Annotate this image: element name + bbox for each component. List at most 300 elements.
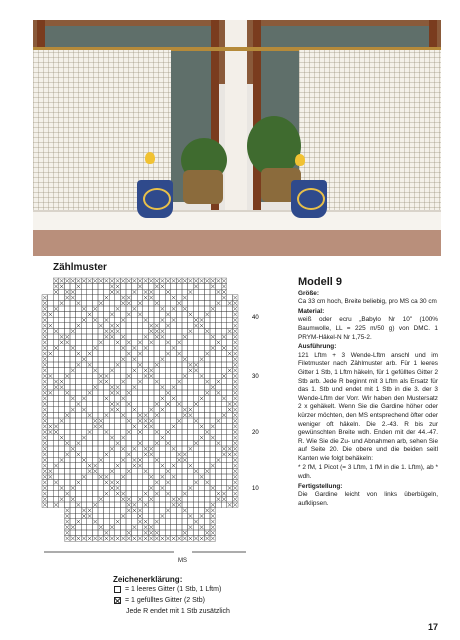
filled-cell-mark: [211, 537, 215, 541]
chart-cell: [70, 384, 76, 390]
chart-cell: [216, 312, 222, 318]
chart-cell: [64, 418, 70, 424]
chart-cell: [87, 328, 93, 334]
chart-cell: [182, 340, 188, 346]
chart-cell: [210, 312, 216, 318]
filled-cell-mark: [217, 419, 221, 423]
chart-cell: [204, 356, 210, 362]
chart-cell: [59, 468, 65, 474]
filled-cell-mark: [144, 374, 148, 378]
chart-cell: [87, 407, 93, 413]
chart-cell: [81, 496, 87, 502]
chart-cell: [53, 317, 59, 323]
chart-cell: [160, 379, 166, 385]
filled-cell-mark: [82, 458, 86, 462]
chart-cell: [98, 468, 104, 474]
filled-cell-mark: [172, 425, 176, 429]
filled-cell-mark: [177, 458, 181, 462]
chart-cell: [64, 463, 70, 469]
chart-cell: [126, 356, 132, 362]
chart-cell: [176, 435, 182, 441]
chart-cell: [64, 317, 70, 323]
filled-cell-mark: [127, 296, 131, 300]
filled-cell-mark: [161, 537, 165, 541]
filled-cell-mark: [233, 397, 237, 401]
filled-cell-mark: [155, 363, 159, 367]
filled-cell-mark: [49, 469, 53, 473]
chart-cell: [182, 328, 188, 334]
filled-cell-mark: [99, 537, 103, 541]
filled-cell-mark: [82, 357, 86, 361]
chart-cell: [188, 306, 194, 312]
filled-cell-mark: [71, 486, 75, 490]
chart-cell: [154, 468, 160, 474]
filled-cell-mark: [138, 497, 142, 501]
chart-cell: [64, 396, 70, 402]
chart-cell: [176, 446, 182, 452]
chart-cell: [109, 373, 115, 379]
filled-cell-mark: [205, 391, 209, 395]
chart-cell: [188, 418, 194, 424]
filled-cell-mark: [43, 385, 47, 389]
chart-cell: [204, 345, 210, 351]
filled-cell-mark: [138, 520, 142, 524]
filled-cell-mark: [217, 290, 221, 294]
chart-cell: [109, 491, 115, 497]
filled-cell-mark: [43, 458, 47, 462]
filled-cell-mark: [161, 335, 165, 339]
filled-cell-mark: [138, 537, 142, 541]
filled-cell-mark: [161, 408, 165, 412]
filled-cell-mark: [43, 363, 47, 367]
chart-cell: [176, 328, 182, 334]
chart-cell: [160, 340, 166, 346]
filled-cell-mark: [133, 385, 137, 389]
chart-cell: [221, 468, 227, 474]
chart-cell: [204, 384, 210, 390]
chart-cell: [59, 328, 65, 334]
chart-cell: [182, 284, 188, 290]
filled-cell-mark: [121, 380, 125, 384]
chart-cell: [48, 384, 54, 390]
chart-cell: [115, 435, 121, 441]
filled-cell-mark: [211, 464, 215, 468]
chart-cell: [59, 502, 65, 508]
chart-cell: [48, 368, 54, 374]
chart-cell: [70, 530, 76, 536]
chart-cell: [53, 300, 59, 306]
filled-cell-mark: [233, 447, 237, 451]
chart-cell: [182, 345, 188, 351]
chart-cell: [193, 496, 199, 502]
filled-cell-mark: [71, 290, 75, 294]
chart-cell: [48, 440, 54, 446]
filled-cell-mark: [161, 329, 165, 333]
filled-cell-mark: [110, 537, 114, 541]
chart-cell: [210, 379, 216, 385]
chart-cell: [160, 345, 166, 351]
chart-cell: [210, 295, 216, 301]
chart-cell: [137, 295, 143, 301]
filled-cell-mark: [116, 363, 120, 367]
filled-cell-mark: [222, 290, 226, 294]
chart-cell: [199, 401, 205, 407]
filled-cell-mark: [127, 341, 131, 345]
filled-cell-mark: [205, 329, 209, 333]
filled-cell-mark: [144, 520, 148, 524]
chart-cell: [216, 306, 222, 312]
filled-cell-mark: [133, 290, 137, 294]
chart-cell: [59, 362, 65, 368]
chart-cell: [104, 351, 110, 357]
chart-cell: [120, 384, 126, 390]
filled-cell-mark: [93, 318, 97, 322]
chart-cell: [227, 323, 233, 329]
filled-cell-mark: [200, 537, 204, 541]
chart-cell: [165, 345, 171, 351]
chart-cell: [160, 508, 166, 514]
chart-cell: [87, 284, 93, 290]
chart-cell: [171, 435, 177, 441]
chart-cell: [64, 300, 70, 306]
filled-cell-mark: [233, 352, 237, 356]
chart-cell: [81, 468, 87, 474]
chart-cell: [109, 474, 115, 480]
chart-cell: [143, 306, 149, 312]
chart-cell: [199, 362, 205, 368]
chart-cell: [53, 457, 59, 463]
filled-cell-mark: [133, 447, 137, 451]
chart-cell: [199, 446, 205, 452]
filled-cell-mark: [77, 301, 81, 305]
chart-cell: [104, 323, 110, 329]
filled-cell-mark: [172, 464, 176, 468]
filled-cell-mark: [228, 301, 232, 305]
chart-cell: [216, 368, 222, 374]
chart-cell: [210, 491, 216, 497]
filled-cell-mark: [149, 374, 153, 378]
chart-cell: [76, 429, 82, 435]
chart-cell: [76, 524, 82, 530]
chart-cell: [154, 295, 160, 301]
chart-cell: [109, 418, 115, 424]
chart-cell: [81, 340, 87, 346]
filled-cell-mark: [71, 537, 75, 541]
filled-cell-mark: [43, 486, 47, 490]
chart-cell: [204, 340, 210, 346]
filled-cell-mark: [183, 492, 187, 496]
chart-cell: [227, 295, 233, 301]
chart-cell: [132, 312, 138, 318]
filled-cell-mark: [222, 285, 226, 289]
filled-cell-mark: [161, 279, 165, 283]
chart-cell: [53, 412, 59, 418]
chart-cell: [227, 340, 233, 346]
filled-cell-mark: [99, 380, 103, 384]
chart-cell: [143, 496, 149, 502]
chart-row-markers: [252, 315, 259, 492]
filled-cell-mark: [116, 408, 120, 412]
chart-cell: [160, 496, 166, 502]
chart-cell: [70, 418, 76, 424]
chart-cell: [98, 317, 104, 323]
filled-cell-mark: [166, 492, 170, 496]
filled-cell-mark: [65, 531, 69, 535]
chart-cell: [120, 502, 126, 508]
chart-cell: [221, 429, 227, 435]
chart-cell: [81, 295, 87, 301]
daffodil-right: [295, 154, 305, 166]
filled-cell-mark: [82, 509, 86, 513]
chart-cell: [188, 345, 194, 351]
filled-cell-mark: [121, 301, 125, 305]
filled-cell-mark: [116, 520, 120, 524]
filled-cell-mark: [233, 497, 237, 501]
chart-cell: [92, 485, 98, 491]
chart-cell: [193, 312, 199, 318]
chart-cell: [188, 356, 194, 362]
chart-cell: [199, 463, 205, 469]
chart-cell: [132, 362, 138, 368]
chart-cell: [227, 306, 233, 312]
chart-cell: [210, 401, 216, 407]
filled-cell-mark: [161, 285, 165, 289]
chart-cell: [176, 289, 182, 295]
filled-cell-mark: [116, 307, 120, 311]
chart-cell: [176, 362, 182, 368]
filled-cell-mark: [233, 453, 237, 457]
chart-cell: [132, 373, 138, 379]
filled-cell-mark: [88, 469, 92, 473]
legend-note: Jede R endet mit 1 Stb zusätzlich: [126, 608, 230, 615]
chart-cell: [132, 474, 138, 480]
filled-cell-mark: [189, 486, 193, 490]
filled-cell-mark: [127, 497, 131, 501]
chart-cell: [176, 323, 182, 329]
filled-cell-mark: [211, 279, 215, 283]
chart-cell: [70, 440, 76, 446]
chart-cell: [64, 407, 70, 413]
chart-cell: [148, 384, 154, 390]
filled-cell-mark: [172, 537, 176, 541]
chart-cell: [193, 508, 199, 514]
model-title: Modell 9: [298, 276, 343, 288]
chart-cell: [137, 468, 143, 474]
filled-cell-mark: [105, 380, 109, 384]
chart-cell: [221, 435, 227, 441]
chart-cell: [87, 289, 93, 295]
chart-cell: [59, 429, 65, 435]
filled-cell-mark: [166, 391, 170, 395]
filled-cell-mark: [183, 408, 187, 412]
filled-cell-mark: [105, 453, 109, 457]
chart-cell: [132, 491, 138, 497]
chart-cell: [115, 502, 121, 508]
chart-cell: [126, 362, 132, 368]
chart-cell: [59, 491, 65, 497]
chart-cell: [92, 480, 98, 486]
chart-cell: [104, 345, 110, 351]
chart-cell: [126, 384, 132, 390]
filled-cell-mark: [71, 279, 75, 283]
filled-cell-mark: [60, 341, 64, 345]
chart-cell: [210, 351, 216, 357]
filled-cell-mark: [60, 458, 64, 462]
chart-cell: [126, 457, 132, 463]
chart-cell: [165, 463, 171, 469]
chart-cell: [193, 295, 199, 301]
filled-cell-mark: [71, 408, 75, 412]
filled-cell-mark: [105, 374, 109, 378]
chart-cell: [137, 491, 143, 497]
chart-cell: [48, 485, 54, 491]
filled-cell-mark: [149, 296, 153, 300]
filled-cell-mark: [161, 514, 165, 518]
chart-cell: [104, 502, 110, 508]
chart-cell: [188, 440, 194, 446]
chart-cell: [87, 368, 93, 374]
chart-cell: [154, 496, 160, 502]
page-number: 17: [428, 622, 439, 632]
filled-cell-mark: [233, 402, 237, 406]
filled-cell-mark: [110, 313, 114, 317]
filled-cell-mark: [49, 430, 53, 434]
chart-cell: [48, 317, 54, 323]
chart-cell: [70, 390, 76, 396]
filled-cell-mark: [211, 425, 215, 429]
filled-cell-mark: [189, 537, 193, 541]
filled-cell-mark: [43, 413, 47, 417]
chart-cell: [182, 351, 188, 357]
chart-cell: [104, 424, 110, 430]
chart-cell: [132, 323, 138, 329]
filled-cell-mark: [133, 357, 137, 361]
filled-cell-mark: [177, 402, 181, 406]
chart-cell: [176, 474, 182, 480]
chart-cell: [143, 390, 149, 396]
filled-cell-mark: [49, 475, 53, 479]
filled-cell-mark: [133, 307, 137, 311]
chart-cell: [165, 446, 171, 452]
chart-cell: [188, 334, 194, 340]
chart-cell: [160, 457, 166, 463]
chart-cell: [210, 407, 216, 413]
chart-cell: [165, 412, 171, 418]
chart-cell: [59, 317, 65, 323]
filled-cell-mark: [149, 531, 153, 535]
filled-cell-mark: [155, 324, 159, 328]
chart-cell: [171, 379, 177, 385]
filled-cell-mark: [105, 481, 109, 485]
chart-cell: [109, 530, 115, 536]
chart-cell: [165, 334, 171, 340]
chart-cell: [92, 508, 98, 514]
filled-cell-mark: [177, 537, 181, 541]
chart-cell: [199, 457, 205, 463]
filled-cell-mark: [43, 425, 47, 429]
chart-cell: [176, 508, 182, 514]
chart-cell: [87, 373, 93, 379]
chart-cell: [227, 457, 233, 463]
chart-cell: [137, 485, 143, 491]
chart-cell: [92, 407, 98, 413]
chart-cell: [165, 317, 171, 323]
filled-cell-mark: [138, 509, 142, 513]
chart-cell: [120, 485, 126, 491]
chart-cell: [48, 452, 54, 458]
filled-cell-mark: [121, 492, 125, 496]
chart-cell: [59, 312, 65, 318]
filled-cell-mark: [88, 464, 92, 468]
section-body: Ca 33 cm hoch, Breite beliebig, pro MS ca 30 cm: [298, 298, 437, 306]
chart-cell: [143, 513, 149, 519]
filled-cell-mark: [110, 385, 114, 389]
chart-cell: [104, 306, 110, 312]
chart-cell: [109, 351, 115, 357]
chart-cell: [120, 429, 126, 435]
filled-cell-mark: [99, 341, 103, 345]
chart-cell: [165, 356, 171, 362]
chart-cell: [154, 306, 160, 312]
filled-cell-mark: [54, 464, 58, 468]
chart-cell: [64, 401, 70, 407]
chart-cell: [76, 424, 82, 430]
filled-cell-mark: [172, 475, 176, 479]
chart-cell: [92, 513, 98, 519]
filled-cell-mark: [211, 520, 215, 524]
chart-cell: [132, 328, 138, 334]
chart-cell: [199, 368, 205, 374]
chart-cell: [70, 317, 76, 323]
filled-cell-mark: [200, 357, 204, 361]
filled-cell-mark: [228, 447, 232, 451]
filled-cell-mark: [116, 290, 120, 294]
chart-cell: [143, 457, 149, 463]
filled-cell-mark: [233, 380, 237, 384]
chart-cell: [216, 345, 222, 351]
filled-cell-mark: [105, 413, 109, 417]
chart-cell: [126, 485, 132, 491]
chart-cell: [165, 502, 171, 508]
row-marker-20: 20: [252, 430, 259, 436]
filled-cell-mark: [77, 537, 81, 541]
chart-cell: [115, 345, 121, 351]
chart-cell: [81, 300, 87, 306]
filled-cell-mark: [43, 296, 47, 300]
filled-cell-mark: [177, 453, 181, 457]
filled-cell-mark: [93, 279, 97, 283]
filled-cell-mark: [155, 413, 159, 417]
filled-cell-mark: [105, 531, 109, 535]
chart-cell: [227, 379, 233, 385]
chart-cell: [81, 429, 87, 435]
chart-cell: [210, 390, 216, 396]
filled-cell-mark: [138, 430, 142, 434]
chart-cell: [92, 524, 98, 530]
chart-cell: [81, 485, 87, 491]
chart-cell: [81, 289, 87, 295]
filled-cell-mark: [93, 419, 97, 423]
chart-cell: [160, 323, 166, 329]
chart-cell: [120, 530, 126, 536]
chart-cell: [137, 480, 143, 486]
chart-cell: [92, 446, 98, 452]
filled-cell-mark: [233, 425, 237, 429]
chart-cell: [193, 390, 199, 396]
filled-cell-mark: [172, 397, 176, 401]
filled-cell-mark: [222, 453, 226, 457]
filled-cell-mark: [144, 525, 148, 529]
